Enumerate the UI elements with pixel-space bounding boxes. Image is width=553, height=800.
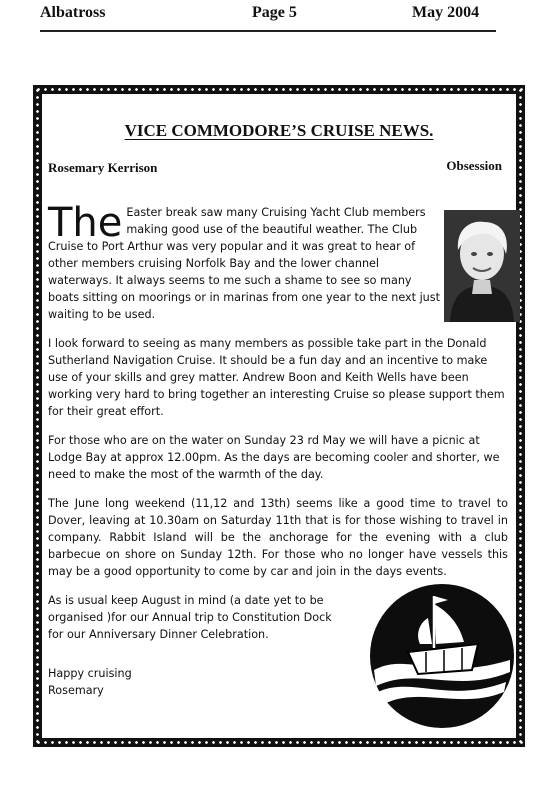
header-rule [40,30,496,32]
paragraph-3: For those who are on the water on Sunday 23 rd May we will have a picnic at Lodge Bay at approx 12.00pm. As the days are becoming cooler and shorter, we need to make the most of the warmth of the day. [48,434,500,481]
border-dots [35,85,523,94]
border-dots [35,738,523,747]
page-header [40,4,496,28]
article-title: VICE COMMODORE’S CRUISE NEWS. [124,121,434,140]
border-dots [33,87,42,745]
paragraph-4: The June long weekend (11,12 and 13th) seems like a good time to travel to Dover, leaving at 10.30am on Saturday 11th that is for those wishing to travel in company. Rabbit Island will be the anchorage for the evening with a club barbecue on shore on Sunday 12th. For those who no longer have vessels this may be a good opportunity to come by car and join in the days events. [48,497,508,578]
boat-name: Obsession [446,158,502,173]
drop-cap: The [48,200,123,246]
paragraph-1-text: Easter break saw many Cruising Yacht Club members making good use of the beautiful weather. The Club Cruise to Port Arthur was very popular and it was great to hear of other members cruising Norfolk Bay and the lower channel waterways. It always seems to me such a shame to see so many boats sitting on moorings or in marinas from one year to the next just waiting to be used. [48,206,440,321]
signature: Rosemary [48,684,104,697]
issue-date: May 2004 [412,4,480,21]
ship-emblem [368,582,516,730]
paragraph-2: I look forward to seeing as many members as possible take part in the Donald Sutherland Navigation Cruise. It should be a fun day and an incentive to make use of your skills and grey matter. Andrew Boon and Keith Wells have been working very hard to bring together an interesting Cruise so please support them for their great effort. [48,337,505,418]
publication-name: Albatross [40,4,106,21]
closing-line: Happy cruising [48,667,132,680]
author-name: Rosemary Kerrison [48,160,158,175]
paragraph-1 [48,200,440,323]
paragraph-5: As is usual keep August in mind (a date yet to be organised )for our Annual trip to Constitution Dock for our Anniversary Dinner Celebration. [48,594,332,641]
page-number: Page 5 [252,4,297,21]
border-dots [516,87,525,745]
article-box [42,94,516,738]
